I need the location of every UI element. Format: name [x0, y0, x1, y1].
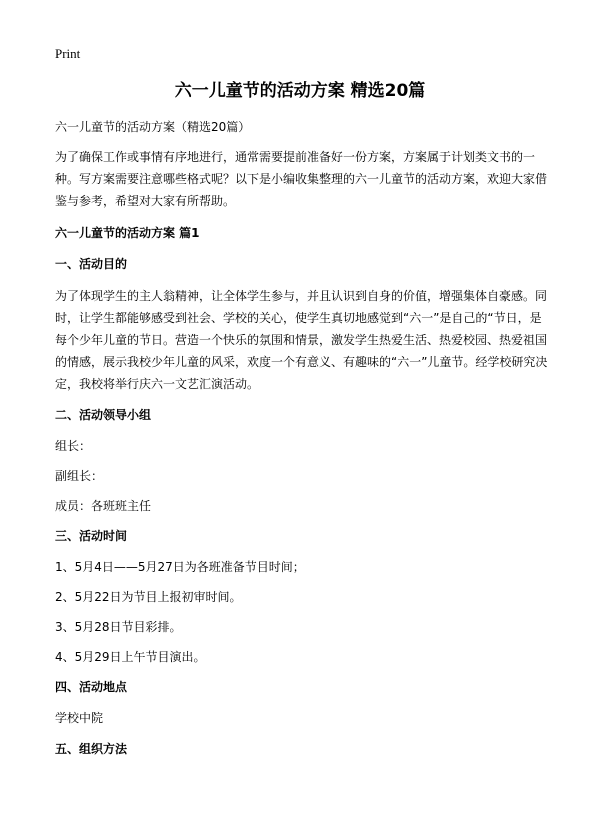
- section-heading-purpose: 一、活动目的: [55, 257, 128, 271]
- time-line-4: 4、5月29日上午节目演出。: [55, 650, 206, 664]
- intro-paragraph: 为了确保工作或事情有序地进行，通常需要提前准备好一份方案，方案属于计划类文书的一种。写方案需要注意哪些格式呢？以下是小编收集整理的六一儿童节的活动方案，欢迎大家借鉴与参考，希望对大家有所帮助。: [55, 150, 548, 208]
- time-line-1: 1、5月4日——5月27日为各班准备节目时间；: [55, 560, 305, 574]
- time-line-3: 3、5月28日节目彩排。: [55, 620, 182, 634]
- section-heading-location: 四、活动地点: [55, 680, 128, 694]
- section-heading-leadership: 二、活动领导小组: [55, 408, 152, 422]
- document-body: [55, 116, 553, 770]
- document-subtitle: 六一儿童节的活动方案（精选20篇）: [55, 120, 251, 134]
- section-heading-organization: 五、组织方法: [55, 742, 128, 756]
- location-line: 学校中院: [55, 711, 104, 725]
- article-title: 六一儿童节的活动方案 篇1: [55, 226, 200, 240]
- leader-line: 组长：: [55, 439, 92, 453]
- print-link[interactable]: Print: [55, 46, 81, 61]
- section-heading-time: 三、活动时间: [55, 529, 128, 543]
- time-line-2: 2、5月22日为节目上报初审时间。: [55, 590, 242, 604]
- deputy-leader-line: 副组长：: [55, 469, 104, 483]
- document-title: 六一儿童节的活动方案 精选20篇: [174, 81, 426, 101]
- purpose-paragraph: 为了体现学生的主人翁精神，让全体学生参与，并且认识到自身的价值，增强集体自豪感。同时，让学生都能够感受到社会、学校的关心，使学生真切地感觉到“六一”是自己的“节日，是每个少年儿童的节日。营造一个快乐的氛围和情景，激发学生热爱生活、热爱校园、热爱祖国的情感，展示我校少年儿童的风采，欢度一个有意义、有趣味的“六一”儿童节。经学校研究决定，我校将举行庆六一文艺汇演活动。: [55, 289, 548, 391]
- members-line: 成员：各班班主任: [55, 499, 152, 513]
